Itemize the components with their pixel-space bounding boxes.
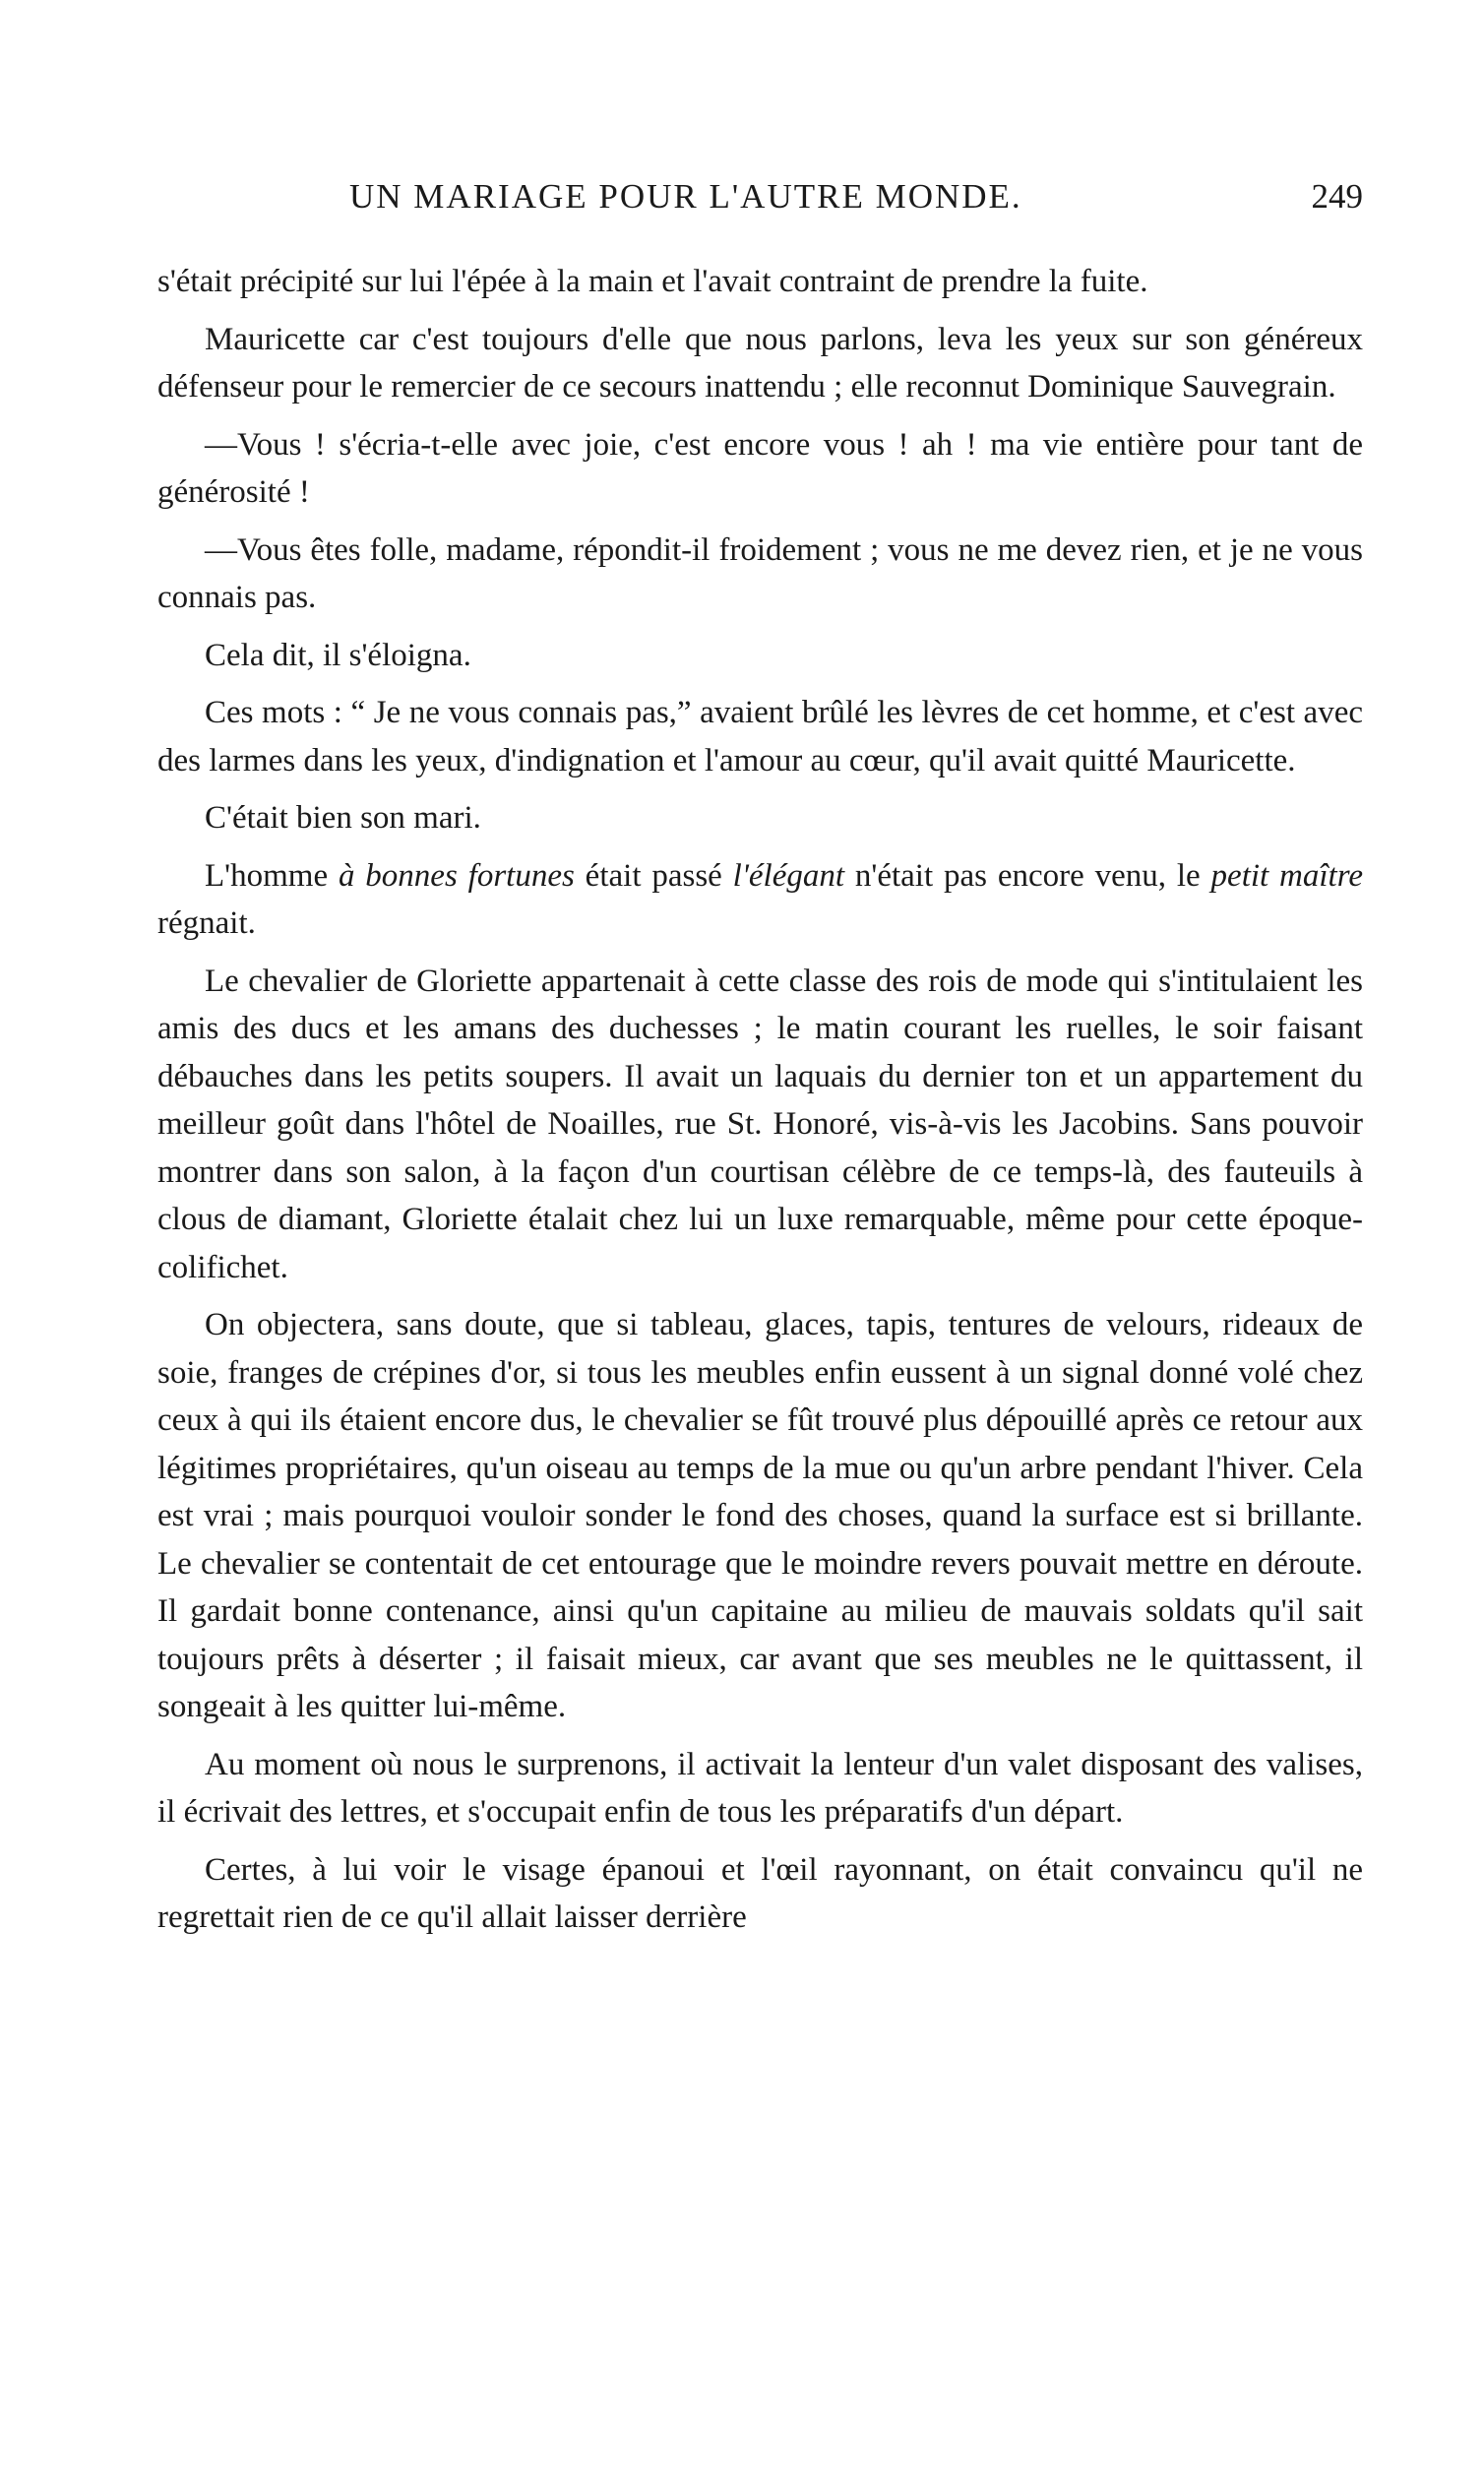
text-run: Ces mots : “ Je ne vous connais pas,” avaient brûlé les lèvres de cet homme, et c'est avec des larmes dans les yeux, d'indignation et l'amour au cœur, qu'il avait quitté Mauricette. [157, 695, 1363, 778]
text-run: Cela dit, il s'éloigna. [205, 637, 471, 673]
text-run: s'était précipité sur lui l'épée à la main et l'avait contraint de prendre la fuite. [157, 264, 1148, 299]
paragraph [157, 794, 1363, 842]
paragraph [157, 1741, 1363, 1836]
paragraph [157, 527, 1363, 622]
italic-text: l'élégant [732, 857, 845, 894]
paragraph [157, 958, 1363, 1292]
body-text [157, 258, 1363, 1952]
paragraph [157, 632, 1363, 680]
running-head [157, 177, 1363, 226]
text-run: régnait. [157, 905, 256, 941]
text-run: Certes, à lui voir le visage épanoui et l'œil rayonnant, on était convaincu qu'il ne regrettait rien de ce qu'il allait laisser derrière [157, 1851, 1363, 1935]
paragraph [157, 1301, 1363, 1731]
text-run: —Vous ! s'écria-t-elle avec joie, c'est encore vous ! ah ! ma vie entière pour tant de générosité ! [157, 426, 1363, 510]
paragraph [157, 852, 1363, 948]
text-run: C'était bien son mari. [205, 800, 481, 836]
paragraph [157, 258, 1363, 306]
italic-text: à bonnes fortunes [338, 857, 575, 894]
paragraph [157, 421, 1363, 517]
text-run: Mauricette car c'est toujours d'elle que nous parlons, leva les yeux sur son généreux défenseur pour le remercier de ce secours inattendu ; elle reconnut Dominique Sauvegrain. [157, 321, 1363, 405]
italic-text: petit maître [1210, 857, 1363, 894]
text-run: était passé [574, 857, 733, 894]
text-run: Au moment où nous le surprenons, il activait la lenteur d'un valet disposant des valises, il écrivait des lettres, et s'occupait enfin de tous les préparatifs d'un départ. [157, 1746, 1363, 1830]
text-run: n'était pas encore venu, le [844, 857, 1211, 894]
paragraph [157, 1846, 1363, 1942]
text-run: On objectera, sans doute, que si tableau, glaces, tapis, tentures de velours, rideaux de soie, franges de crépines d'or, si tous les meubles enfin eussent à un signal donné volé chez ceux à qui ils étaient encore dus, le chevalier se fût trouvé plus dépouillé après ce retour aux légitimes propriétaires, qu'un oiseau au temps de la mue ou qu'un arbre pendant l'hiver. Cela est vrai ; mais pourquoi vouloir sonder le fond des choses, quand la surface est si brillante. Le chevalier se contentait de cet entourage que le moindre revers pouvait mettre en déroute. Il gardait bonne contenance, ainsi qu'un capitaine au milieu de mauvais soldats qu'il sait toujours prêts à déserter ; il faisait mieux, car avant que ses meubles ne le quittassent, il songeait à les quitter lui-même. [157, 1307, 1363, 1724]
running-title: UN MARIAGE POUR L'AUTRE MONDE. [349, 177, 1022, 216]
text-run: —Vous êtes folle, madame, répondit-il froidement ; vous ne me devez rien, et je ne vous connais pas. [157, 531, 1363, 615]
paragraph [157, 316, 1363, 411]
page-number: 249 [1311, 177, 1363, 216]
text-run: L'homme [205, 857, 339, 894]
paragraph [157, 689, 1363, 784]
text-run: Le chevalier de Gloriette appartenait à cette classe des rois de mode qui s'intitulaient les amis des ducs et les amans des duchesses ; le matin courant les ruelles, le soir faisant débauches dans les petits soupers. Il avait un laquais du dernier ton et un appartement du meilleur goût dans l'hôtel de Noailles, rue St. Honoré, vis-à-vis les Jacobins. Sans pouvoir montrer dans son salon, à la façon d'un courtisan célèbre de ce temps-là, des fauteuils à clous de diamant, Gloriette étalait chez lui un luxe remarquable, même pour cette époque-colifichet. [157, 963, 1363, 1285]
